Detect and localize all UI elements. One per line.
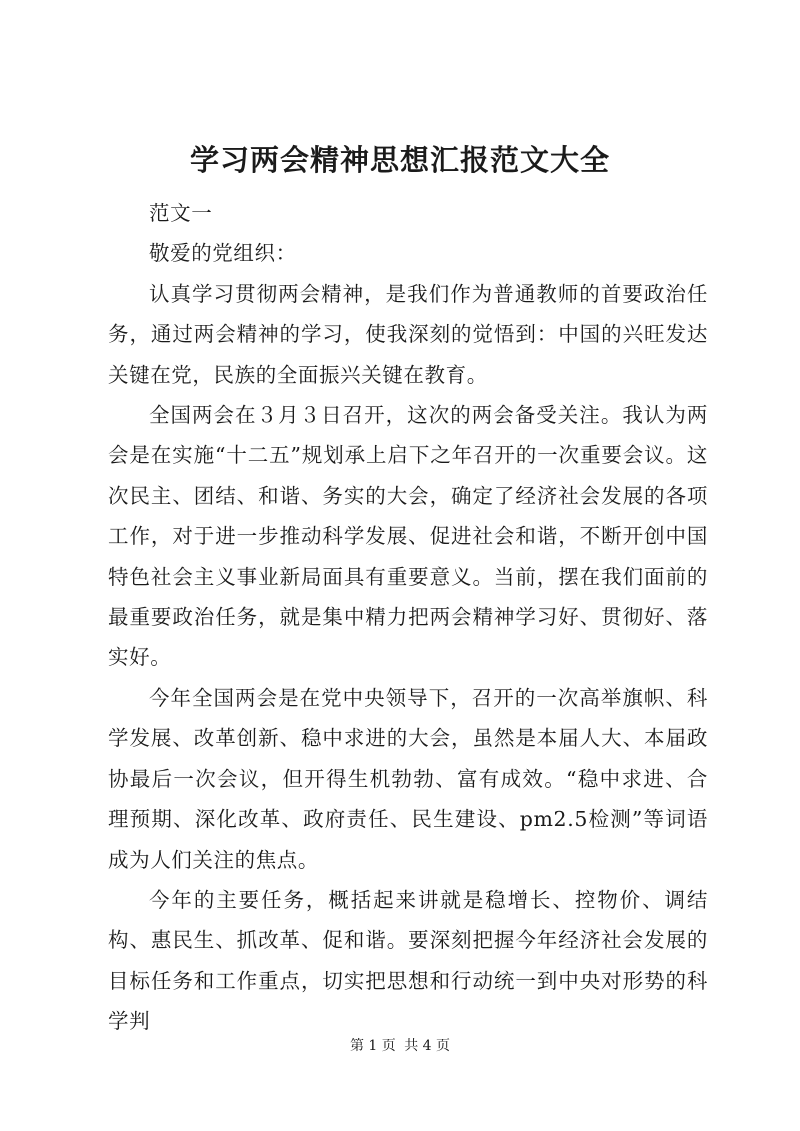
page-total: 共 4 页 bbox=[404, 1038, 451, 1054]
paragraph-salutation: 敬爱的党组织： bbox=[149, 241, 297, 266]
paragraph-sample-label: 范文一 bbox=[149, 201, 213, 225]
page-footer bbox=[0, 1036, 800, 1056]
page-number: 第 1 页 bbox=[349, 1038, 396, 1054]
document-title: 学习两会精神思想汇报范文大全 bbox=[189, 143, 610, 177]
paragraph: 今年全国两会是在党中央领导下，召开的一次高举旗帜、科学发展、改革创新、稳中求进的大会，虽然是本届人大、本届政协最后一次会议，但开得生机勃勃、富有成效。“稳中求进、合理预期、深化改革、政府责任、民生建设、pm2.5检测”等词语成为人们关注的焦点。 bbox=[108, 685, 708, 872]
document-body bbox=[108, 193, 708, 1042]
paragraph: 认真学习贯彻两会精神，是我们作为普通教师的首要政治任务，通过两会精神的学习，使我深刻的觉悟到：中国的兴旺发达关键在党，民族的全面振兴关键在教育。 bbox=[108, 281, 708, 387]
paragraph: 今年的主要任务，概括起来讲就是稳增长、控物价、调结构、惠民生、抓改革、促和谐。要深刻把握今年经济社会发展的目标任务和工作重点，切实把思想和行动统一到中央对形势的科学判 bbox=[108, 887, 708, 1034]
paragraph: 全国两会在３月３日召开，这次的两会备受关注。我认为两会是在实施“十二五”规划承上启下之年召开的一次重要会议。这次民主、团结、和谐、务实的大会，确定了经济社会发展的各项工作，对于进一步推动科学发展、促进社会和谐，不断开创中国特色社会主义事业新局面具有重要意义。当前，摆在我们面前的最重要政治任务，就是集中精力把两会精神学习好、贯彻好、落实好。 bbox=[108, 403, 708, 670]
